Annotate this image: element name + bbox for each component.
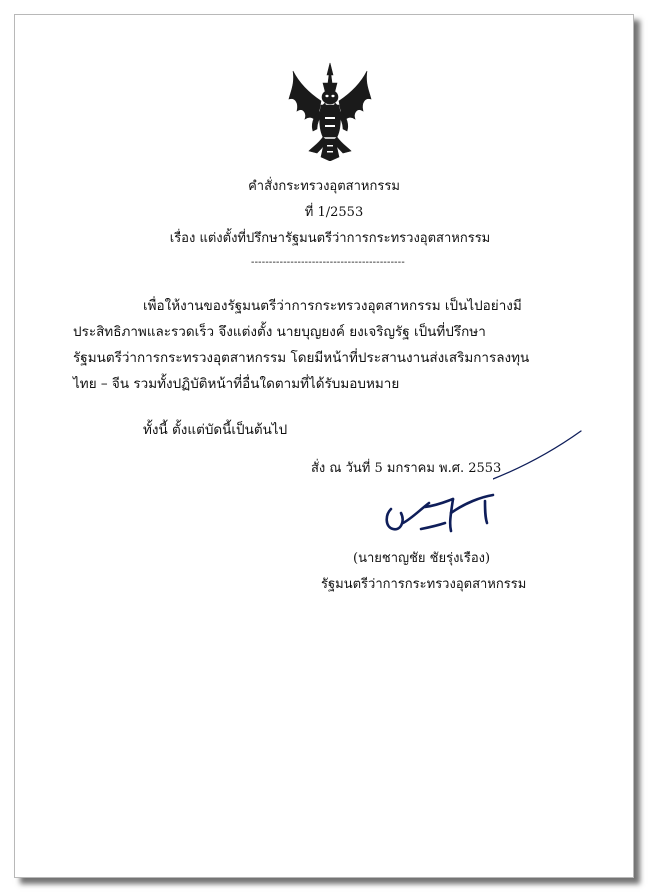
garuda-emblem-icon	[287, 61, 373, 161]
signatory-name: (นายชาญชัย ชัยรุ่งเรือง)	[353, 551, 491, 566]
body-line-3: รัฐมนตรีว่าการกระทรวงอุตสาหกรรม โดยมีหน้าที่ประสานงานส่งเสริมการลงทุน	[73, 350, 530, 366]
body-line-2: ประสิทธิภาพและรวดเร็ว จึงแต่งตั้ง นายบุญยงค์ ยงเจริญรัฐ เป็นที่ปรึกษา	[73, 324, 486, 340]
subject-line: เรื่อง แต่งตั้งที่ปรึกษารัฐมนตรีว่าการกระทรวงอุตสาหกรรม	[169, 231, 491, 246]
issue-date: สั่ง ณ วันที่ 5 มกราคม พ.ศ. 2553	[311, 461, 502, 476]
document-page	[14, 14, 634, 878]
signature-flourish	[493, 427, 583, 487]
signatory-position: รัฐมนตรีว่าการกระทรวงอุตสาหกรรม	[321, 577, 527, 592]
order-number: ที่ 1/2553	[304, 205, 364, 220]
handwritten-signature	[381, 483, 521, 553]
document-title: คำสั่งกระทรวงอุตสาหกรรม	[248, 179, 400, 194]
body-line-4: ไทย – จีน รวมทั้งปฏิบัติหน้าที่อื่นใดตามที่ได้รับมอบหมาย	[73, 376, 400, 392]
separator-line: -------------------------------------------	[251, 257, 405, 268]
effective-statement: ทั้งนี้ ตั้งแต่บัดนี้เป็นต้นไป	[143, 422, 288, 438]
body-line-1: เพื่อให้งานของรัฐมนตรีว่าการกระทรวงอุตสาหกรรม เป็นไปอย่างมี	[143, 298, 522, 314]
